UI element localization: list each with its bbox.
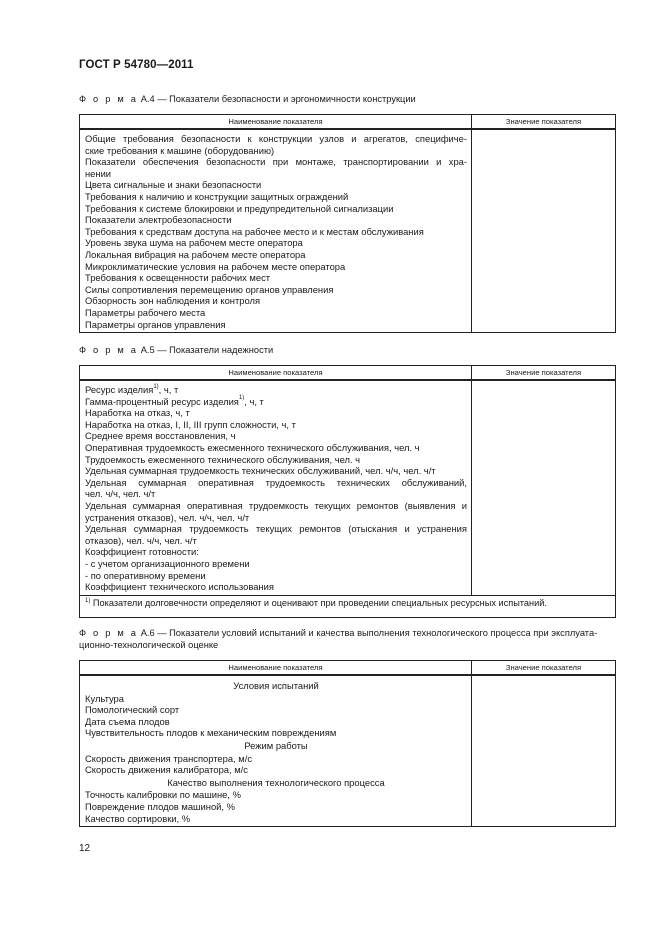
footnote-ref: 1) xyxy=(153,383,159,390)
column-header-name: Наименование показателя xyxy=(80,366,472,381)
indicator-line: Оперативная трудоемкость ежесменного технического обслуживания, чел. ч xyxy=(85,441,420,453)
indicator-line: Общие требования безопасности к конструкции узлов и агрегатов, специфиче- xyxy=(85,133,467,144)
column-header-value: Значение показателя xyxy=(472,661,616,676)
form-a4-caption-word: Ф о р м а xyxy=(79,94,139,104)
form-a5-footnote xyxy=(80,595,616,617)
indicator-line: Удельная суммарная трудоемкость технических обслуживаний, чел. ч/ч, чел. ч/т xyxy=(85,465,436,477)
form-a6-indicator-list xyxy=(80,675,472,827)
indicator-text: Гамма-процентный ресурс изделия xyxy=(85,395,239,407)
form-a4-caption xyxy=(79,93,416,105)
indicator-line: Трудоемкость ежесменного технического обслуживания, чел. ч xyxy=(85,453,361,465)
footnote-text: Показатели долговечности определяют и оценивают при проведении специальных ресурсных испытаний. xyxy=(92,597,547,608)
indicator-line: Локальная вибрация на рабочем месте оператора xyxy=(85,248,306,260)
indicator-line: ские требования к машине (оборудованию) xyxy=(85,144,275,156)
indicator-line: - с учетом организационного времени xyxy=(85,557,250,569)
indicator-line: Коэффициент готовности: xyxy=(85,546,199,558)
indicator-line: Среднее время восстановления, ч xyxy=(85,430,236,442)
indicator-line: Скорость движения калибратора, м/с xyxy=(85,764,248,776)
indicator-text: Ресурс изделия xyxy=(85,384,154,395)
indicator-line: Культура xyxy=(85,692,124,704)
indicator-line: чел. ч/ч, чел. ч/т xyxy=(85,488,156,500)
form-a4-caption-title: А.4 — Показатели безопасности и эргономичности конструкции xyxy=(140,94,416,104)
form-a4-value-cell[interactable] xyxy=(472,129,616,333)
indicator-line: Уровень звука шума на рабочем месте оператора xyxy=(85,237,303,249)
indicator-line: Удельная суммарная оперативная трудоемкость текущих ремонтов (выявления и xyxy=(85,499,467,511)
form-a6-value-cell[interactable] xyxy=(472,675,616,827)
column-header-name: Наименование показателя xyxy=(80,115,472,130)
indicator-line: устранения отказов), чел. ч/ч, чел. ч/т xyxy=(85,511,250,523)
indicator-line: Скорость движения транспортера, м/с xyxy=(85,752,253,764)
indicator-line: Чувствительность плодов к механическим повреждениям xyxy=(85,727,337,739)
indicator-line xyxy=(85,384,467,396)
indicator-line: Наработка на отказ, I, II, III групп сложности, ч, т xyxy=(85,418,296,430)
indicator-line: Показатели обеспечения безопасности при монтаже, транспортировании и хра- xyxy=(85,156,467,168)
column-header-value: Значение показателя xyxy=(472,366,616,381)
form-a5-table xyxy=(79,365,616,618)
section-heading: Условия испытаний xyxy=(233,680,319,691)
indicator-units: , ч, т xyxy=(158,384,179,395)
form-a4-table xyxy=(79,114,616,333)
form-a4-indicator-list xyxy=(80,129,472,333)
indicator-line: нении xyxy=(85,167,112,179)
form-a6-caption-line: ционно-технологической оценке xyxy=(79,640,219,650)
indicator-line: Коэффициент технического использования xyxy=(85,581,274,593)
form-a5-value-cell[interactable] xyxy=(472,380,616,595)
indicator-line: Повреждение плодов машиной, % xyxy=(85,800,235,812)
page-number: 12 xyxy=(79,843,91,854)
form-a6-table xyxy=(79,660,616,827)
indicator-line: Микроклиматические условия на рабочем месте оператора xyxy=(85,260,346,272)
footnote-ref: 1) xyxy=(238,395,245,402)
column-header-name: Наименование показателя xyxy=(80,661,472,676)
indicator-line: Требования к средствам доступа на рабочее место и к местам обслуживания xyxy=(85,225,424,237)
indicator-line: Требования к системе блокировки и предупредительной сигнализации xyxy=(85,202,394,214)
indicator-line: Качество сортировки, % xyxy=(85,812,191,824)
footnote-marker: 1) xyxy=(85,597,91,604)
indicator-line: Обзорность зон наблюдения и контроля xyxy=(85,295,261,307)
indicator-line: Параметры органов управления xyxy=(85,318,226,330)
form-a6-caption xyxy=(79,627,619,651)
form-a5-caption-word: Ф о р м а xyxy=(79,345,139,355)
indicator-line: Требования к освещенности рабочих мест xyxy=(85,272,271,284)
indicator-line: Удельная суммарная оперативная трудоемкость технических обслуживаний, xyxy=(85,476,467,488)
section-heading: Режим работы xyxy=(244,739,308,751)
form-a5-caption xyxy=(79,344,273,356)
indicator-line: Наработка на отказ, ч, т xyxy=(85,407,190,419)
section-heading: Качество выполнения технологического процесса xyxy=(167,776,385,788)
form-a6-caption-title: А.6 — Показатели условий испытаний и качества выполнения технологического процесса при эксплуата- xyxy=(140,628,598,638)
indicator-line: Дата съема плодов xyxy=(85,715,170,727)
form-a6-caption-line xyxy=(79,627,619,639)
form-a5-indicator-list xyxy=(80,380,472,595)
indicator-line: Показатели электробезопасности xyxy=(85,214,232,226)
indicator-line: - по оперативному времени xyxy=(85,569,206,581)
indicator-line xyxy=(85,396,467,408)
indicator-line: Удельная суммарная трудоемкость текущих ремонтов (отыскания и устранения xyxy=(85,523,467,535)
indicator-units: , ч, т xyxy=(244,395,264,407)
indicator-line: отказов), чел. ч/ч, чел. ч/т xyxy=(85,534,197,546)
indicator-line: Требования к наличию и конструкции защитных ограждений xyxy=(85,190,349,202)
indicator-line: Цвета сигнальные и знаки безопасности xyxy=(85,179,262,191)
indicator-line: Точность калибровки по машине, % xyxy=(85,789,241,801)
form-a5-caption-title: А.5 — Показатели надежности xyxy=(140,345,274,355)
form-a6-caption-word: Ф о р м а xyxy=(79,628,139,638)
indicator-line: Помологический сорт xyxy=(85,704,180,716)
column-header-value: Значение показателя xyxy=(472,115,616,130)
indicator-line: Параметры рабочего места xyxy=(85,306,206,318)
document-header: ГОСТ Р 54780—2011 xyxy=(79,59,194,71)
indicator-line: Силы сопротивления перемещению органов управления xyxy=(85,283,334,295)
